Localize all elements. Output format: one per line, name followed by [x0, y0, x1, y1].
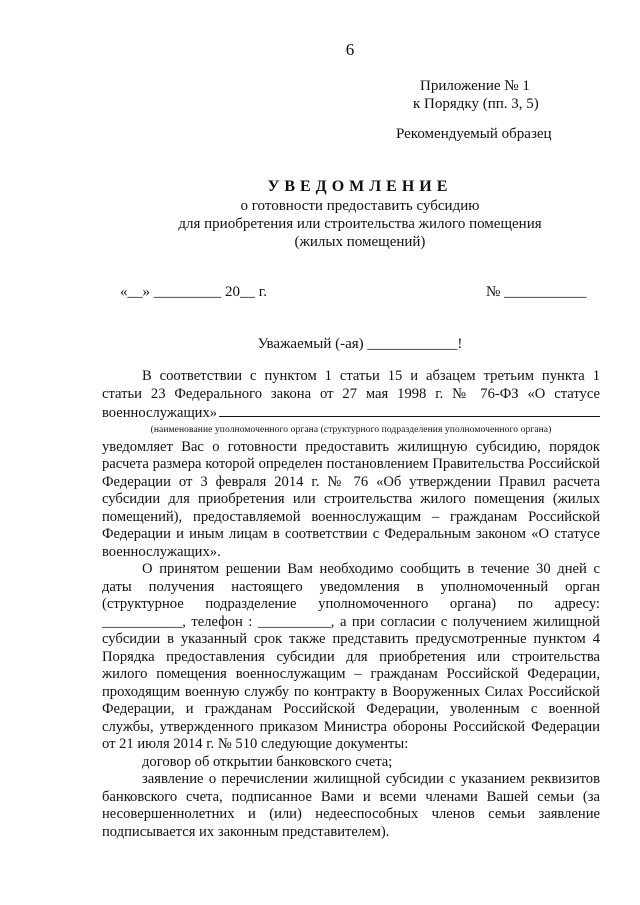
document-number-field: № ___________ [486, 284, 587, 300]
document-item-2: заявление о перечислении жилищной субсидии с указанием реквизитов банковского счета, подписанное Вами и всеми членами Вашей семьи (за несовершеннолетних и (или) недееспособных членов семьи заявление подписывается их законным представителем). [102, 771, 600, 840]
addressee-prefix: военнослужащих» [102, 405, 218, 421]
paragraph-2-rest: субсидии в указанный срок также представить предусмотренные пунктом 4 Порядка предоставления субсидии для приобретения или строительства жилого помещения военнослужащим – гражданам Российской Федерации, проходящим военную службу по контракту в Вооруженных Силах Российской Федерации, и гражданам Российской Федерации, уволенным с военной службы, утвержденного приказом Министра обороны Российской Федерации от 21 июля 2014 г. № 510 следующие документы: [102, 631, 600, 752]
appendix-reference [413, 77, 539, 113]
paragraph-1-line-3 [102, 403, 600, 423]
paragraph-1-rest: уведомляет Вас о готовности предоставить жилищную субсидию, порядок расчета размера которой определен постановлением Правительства Российской Федерации от 3 февраля 2014 г. № 76 «Об утверждении Правил расчета субсидии для приобретения или строительства жилого помещения (жилых помещений), предоставляемой военнослужащим – гражданам Российской Федерации и иным лицам в соответствии с Федеральным законом «О статусе военнослужащих». [102, 438, 600, 560]
page-number: 6 [345, 40, 355, 59]
paragraph-1-line-1: В соответствии с пунктом 1 статьи 15 и абзацем третьим пункта 1 [142, 368, 600, 384]
title-subline-3: (жилых помещений) [294, 234, 426, 250]
document-title: УВЕДОМЛЕНИЕ [267, 178, 453, 195]
paragraph-1-line-2: статьи 23 Федерального закона от 27 мая 1998 г. № 76-ФЗ «О статусе [102, 385, 600, 402]
paragraph-2-line-2: даты получения настоящего уведомления в уполномоченный орган [102, 578, 600, 595]
authority-caption: (наименование уполномоченного органа (структурного подразделения уполномоченного органа) [150, 424, 552, 435]
date-field: «__» _________ 20__ г. [120, 284, 267, 300]
document-item-1: договор об открытии банковского счета; [142, 753, 393, 770]
paragraph-2-line-4: ___________, телефон : __________, а при согласии с получением жилищной [102, 613, 600, 630]
title-subline-1: о готовности предоставить субсидию [240, 198, 480, 214]
document-body [102, 368, 600, 841]
appendix-line-1: Приложение № 1 [420, 78, 530, 94]
appendix-line-2: к Порядку (пп. 3, 5) [413, 96, 539, 112]
greeting: Уважаемый (-ая) ____________! [257, 336, 463, 352]
paragraph-2-line-3: (структурное подразделение уполномоченного органа) по адресу: [102, 596, 600, 612]
paragraph-2-line-1: О принятом решении Вам необходимо сообщить в течение 30 дней с [142, 561, 600, 577]
authority-name-blank [219, 403, 600, 417]
sample-label: Рекомендуемый образец [396, 126, 552, 142]
title-subline-2: для приобретения или строительства жилого помещения [178, 216, 542, 232]
